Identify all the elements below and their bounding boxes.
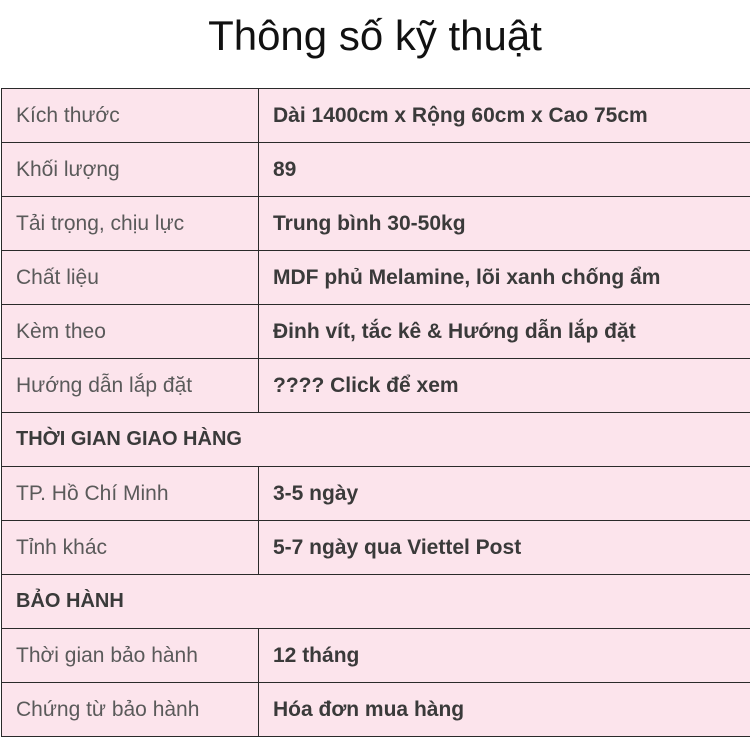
table-row	[2, 305, 750, 359]
delivery-section-heading: THỜI GIAN GIAO HÀNG	[2, 413, 750, 467]
table-row	[2, 143, 750, 197]
spec-label-weight: Khối lượng	[2, 143, 259, 197]
warranty-section-heading: BẢO HÀNH	[2, 575, 750, 629]
delivery-label-other: Tỉnh khác	[2, 521, 259, 575]
delivery-value-hcm: 3-5 ngày	[259, 467, 750, 521]
section-header-row	[2, 575, 750, 629]
spec-label-size: Kích thước	[2, 89, 259, 143]
spec-label-included: Kèm theo	[2, 305, 259, 359]
section-header-row	[2, 413, 750, 467]
warranty-label-document: Chứng từ bảo hành	[2, 683, 259, 737]
install-guide-link[interactable]: ???? Click để xem	[259, 359, 750, 413]
page-title: Thông số kỹ thuật	[208, 12, 542, 59]
spec-value-size: Dài 1400cm x Rộng 60cm x Cao 75cm	[259, 89, 750, 143]
table-row	[2, 467, 750, 521]
spec-value-weight: 89	[259, 143, 750, 197]
spec-label-load: Tải trọng, chịu lực	[2, 197, 259, 251]
warranty-value-document: Hóa đơn mua hàng	[259, 683, 750, 737]
table-row	[2, 89, 750, 143]
spec-value-included: Đinh vít, tắc kê & Hướng dẫn lắp đặt	[259, 305, 750, 359]
table-row	[2, 629, 750, 683]
table-row	[2, 683, 750, 737]
spec-label-material: Chất liệu	[2, 251, 259, 305]
warranty-label-period: Thời gian bảo hành	[2, 629, 259, 683]
delivery-label-hcm: TP. Hồ Chí Minh	[2, 467, 259, 521]
spec-table	[1, 88, 750, 737]
table-row	[2, 251, 750, 305]
table-row	[2, 359, 750, 413]
spec-value-load: Trung bình 30-50kg	[259, 197, 750, 251]
table-row	[2, 521, 750, 575]
delivery-value-other: 5-7 ngày qua Viettel Post	[259, 521, 750, 575]
table-row	[2, 197, 750, 251]
warranty-value-period: 12 tháng	[259, 629, 750, 683]
spec-label-install-guide: Hướng dẫn lắp đặt	[2, 359, 259, 413]
spec-value-material: MDF phủ Melamine, lõi xanh chống ẩm	[259, 251, 750, 305]
